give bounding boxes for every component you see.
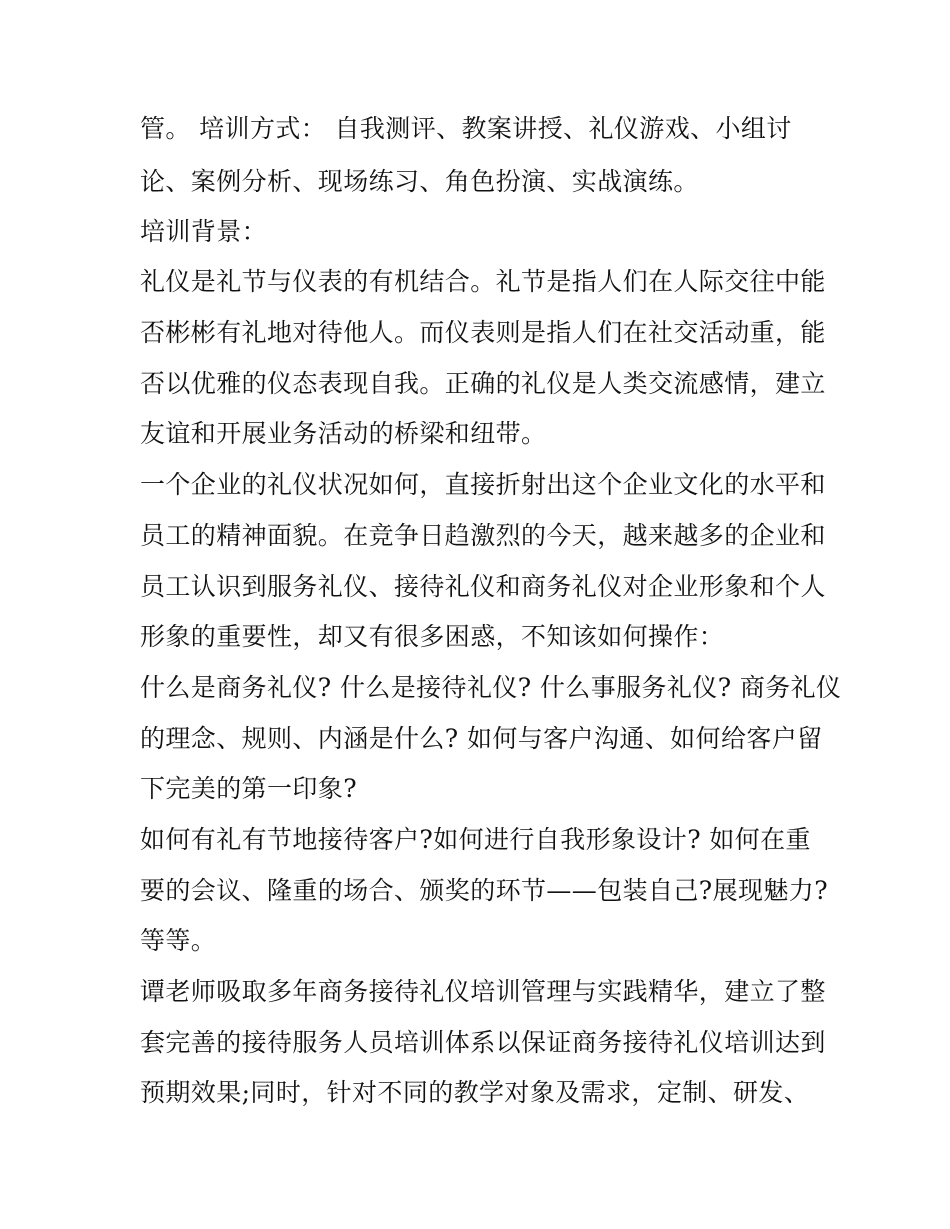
text-line: 预期效果;同时，针对不同的教学对象及需求，定制、研发、	[140, 1078, 810, 1107]
text-line: 友谊和开展业务活动的桥梁和纽带。	[140, 419, 547, 448]
text-line: 什么是商务礼仪? 什么是接待礼仪? 什么事服务礼仪? 商务礼仪	[140, 673, 842, 702]
text-line: 论、案例分析、现场练习、角色扮演、实战演练。	[140, 167, 699, 196]
text-line: 形象的重要性，却又有很多困惑，不知该如何操作：	[140, 622, 725, 651]
text-line: 谭老师吸取多年商务接待礼仪培训管理与实践精华，建立了整	[140, 977, 826, 1006]
text-line: 否以优雅的仪态表现自我。正确的礼仪是人类交流感情，建立	[140, 369, 826, 398]
text-line: 否彬彬有礼地对待他人。而仪表则是指人们在社交活动重，能	[140, 318, 826, 347]
text-line: 要的会议、隆重的场合、颁奖的环节——包装自己?展现魅力?	[140, 876, 829, 905]
section-heading: 培训背景：	[140, 217, 268, 246]
text-line: 套完善的接待服务人员培训体系以保证商务接待礼仪培训达到	[140, 1028, 826, 1057]
text-line: 礼仪是礼节与仪表的有机结合。礼节是指人们在人际交往中能	[140, 267, 826, 296]
text-line: 等等。	[140, 926, 217, 955]
text-line: 的理念、规则、内涵是什么? 如何与客户沟通、如何给客户留	[140, 724, 823, 753]
text-line: 员工的精神面貌。在竞争日趋激烈的今天，越来越多的企业和	[140, 521, 826, 550]
text-line: 下完美的第一印象?	[140, 774, 358, 803]
text-line: 员工认识到服务礼仪、接待礼仪和商务礼仪对企业形象和个人	[140, 572, 826, 601]
text-line: 如何有礼有节地接待客户?如何进行自我形象设计? 如何在重	[140, 825, 811, 854]
text-line: 管。 培训方式： 自我测评、教案讲授、礼仪游戏、小组讨	[140, 114, 792, 143]
text-line: 一个企业的礼仪状况如何，直接折射出这个企业文化的水平和	[140, 470, 826, 499]
